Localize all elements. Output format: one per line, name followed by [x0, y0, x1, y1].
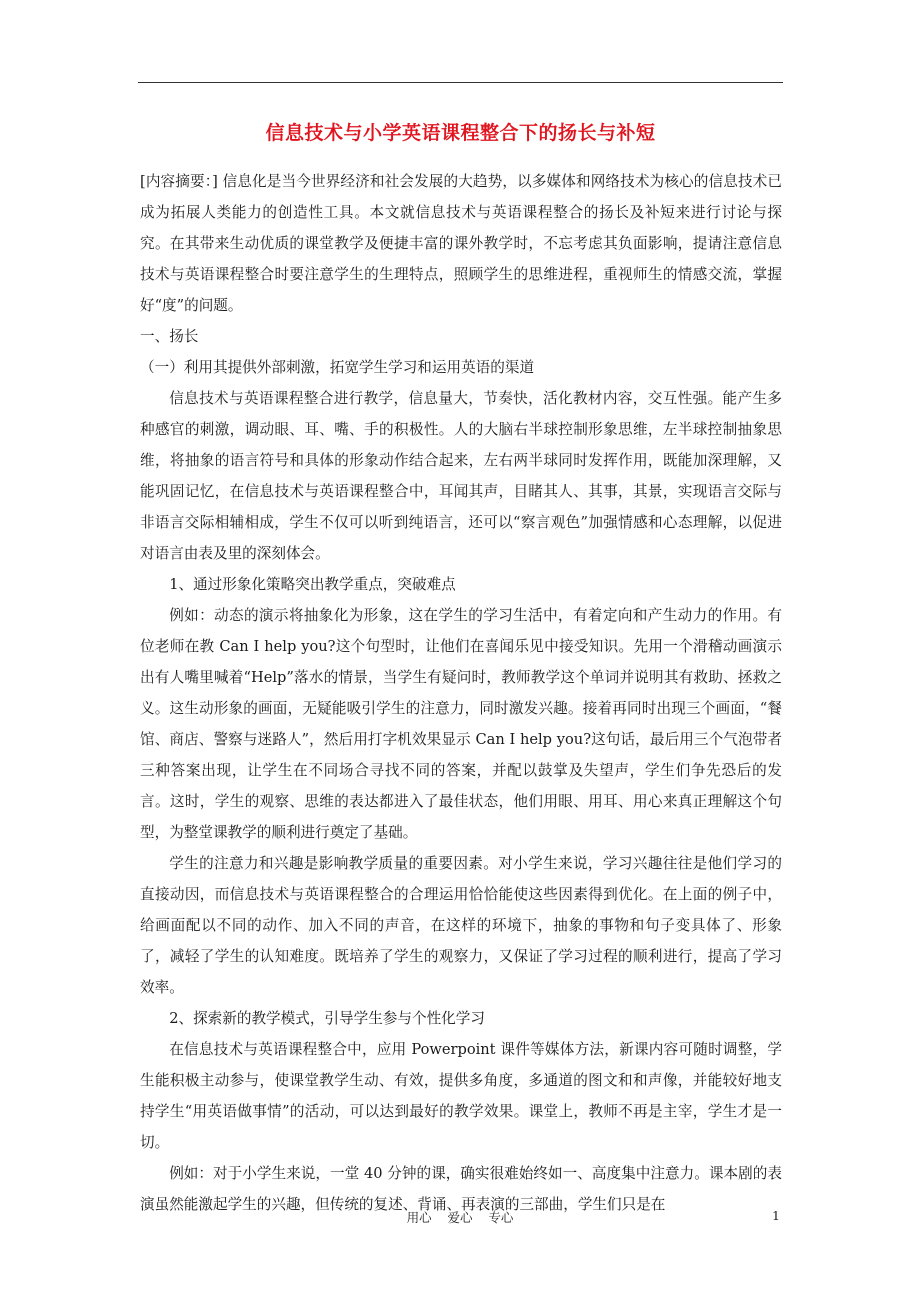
body-paragraph: 例如：对于小学生来说，一堂 40 分钟的课，确实很难始终如一、高度集中注意力。课本剧的表演虽然能激起学生的兴趣，但传统的复述、背诵、再表演的三部曲，学生们只是在 [140, 1165, 782, 1213]
document-body [140, 166, 782, 1220]
body-paragraph: 学生的注意力和兴趣是影响教学质量的重要因素。对小学生来说，学习兴趣往往是他们学习的直接动因，而信息技术与英语课程整合的合理运用恰恰能使这些因素得到优化。在上面的例子中，给画面配以不同的动作、加入不同的声音，在这样的环境下，抽象的事物和句子变具体了、形象了，减轻了学生的认知难度。既培养了学生的观察力，又保证了学习过程的顺利进行，提高了学习效率。 [140, 855, 782, 996]
page-footer [0, 1208, 920, 1226]
body-paragraph: 信息技术与英语课程整合进行教学，信息量大，节奏快，活化教材内容，交互性强。能产生多种感官的刺激，调动眼、耳、嘴、手的积极性。人的大脑右半球控制形象思维，左半球控制抽象思维，将抽象的语言符号和具体的形象动作结合起来，左右两半球同时发挥作用，既能加深理解，又能巩固记忆，在信息技术与英语课程整合中，耳闻其声，目睹其人、其事，其景，实现语言交际与非语言交际相辅相成，学生不仅可以听到纯语言，还可以“察言观色”加强情感和心态理解，以促进对语言由表及里的深刻体会。 [140, 390, 782, 562]
point-heading: 2、探索新的教学模式，引导学生参与个性化学习 [169, 1010, 485, 1027]
footer-motto: 用心 爱心 专心 [406, 1210, 514, 1225]
header-rule [138, 82, 783, 83]
document-title: 信息技术与小学英语课程整合下的扬长与补短 [265, 122, 656, 144]
subsection-heading: （一）利用其提供外部刺激，拓宽学生学习和运用英语的渠道 [140, 359, 535, 376]
body-paragraph: 例如：动态的演示将抽象化为形象，这在学生的学习生活中，有着定向和产生动力的作用。有位老师在教 Can I help you?这个句型时，让他们在喜闻乐见中接受知识。先用一个滑稽动画演示出有人嘴里喊着“Help”落水的情景，当学生有疑问时，教师教学这个单词并说明其有救助、拯救之义。这生动形象的画面，无疑能吸引学生的注意力，同时激发兴趣。接着再同时出现三个画面，“餐馆、商店、警察与迷路人”，然后用打字机效果显示 Can I help you?这句话，最后用三个气泡带者三种答案出现，让学生在不同场合寻找不同的答案，并配以鼓掌及失望声，学生们争先恐后的发言。这时，学生的观察、思维的表达都进入了最佳状态，他们用眼、用耳、用心来真正理解这个句型，为整堂课教学的顺利进行奠定了基础。 [140, 607, 782, 841]
page-number: 1 [772, 1208, 780, 1223]
body-paragraph: 在信息技术与英语课程整合中，应用 Powerpoint 课件等媒体方法，新课内容可随时调整，学生能积极主动参与，使课堂教学生动、有效，提供多角度，多通道的图文和和声像，并能较好地支持学生“用英语做事情”的活动，可以达到最好的教学效果。课堂上，教师不再是主宰，学生才是一切。 [140, 1041, 782, 1151]
abstract-paragraph: [内容摘要：] 信息化是当今世界经济和社会发展的大趋势，以多媒体和网络技术为核心的信息技术已成为拓展人类能力的创造性工具。本文就信息技术与英语课程整合的扬长及补短来进行讨论与探究。在其带来生动优质的课堂教学及便捷丰富的课外教学时，不忘考虑其负面影响，提请注意信息技术与英语课程整合时要注意学生的生理特点，照顾学生的思维进程，重视师生的情感交流，掌握好“度”的问题。 [140, 173, 782, 314]
section-heading: 一、扬长 [140, 328, 199, 345]
point-heading: 1、通过形象化策略突出教学重点，突破难点 [169, 576, 456, 593]
